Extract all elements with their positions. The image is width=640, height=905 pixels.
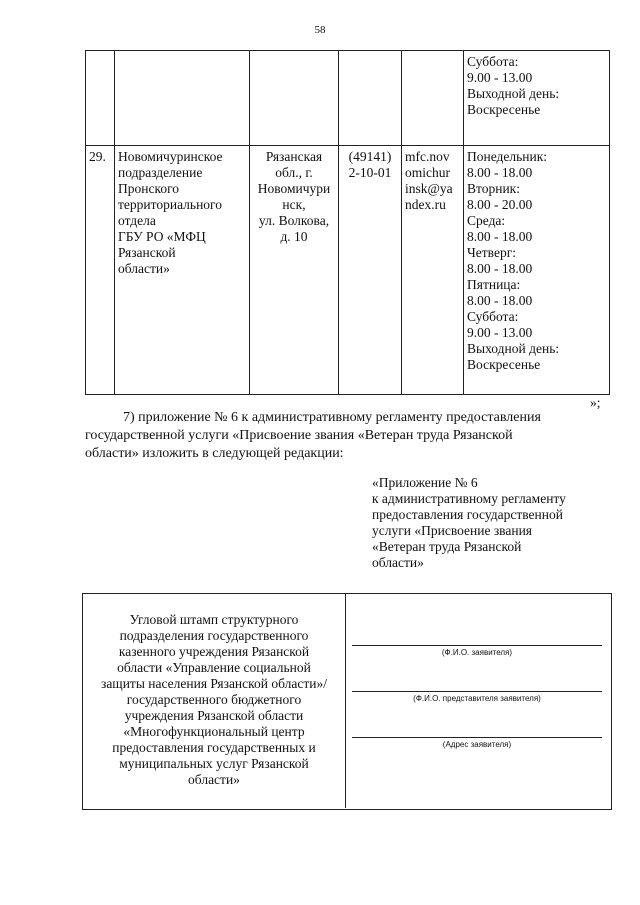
appendix-line: предоставления государственной (372, 507, 563, 522)
email-line: insk@ya (405, 181, 453, 196)
email-line: ndex.ru (405, 197, 446, 212)
table-cell-name (115, 51, 250, 146)
address-line: д. 10 (280, 229, 308, 244)
schedule-line: Четверг: (467, 245, 516, 260)
applicant-address-field[interactable]: (Адрес заявителя) (352, 737, 602, 749)
name-line: отдела (118, 213, 156, 228)
stamp-line: муниципальных услуг Рязанской (119, 756, 309, 771)
paragraph-line (85, 409, 610, 427)
address-line: Новомичури (257, 181, 331, 196)
representative-name-field[interactable]: (Ф.И.О. представителя заявителя) (352, 691, 602, 703)
table-cell-num: 29. (86, 146, 115, 395)
corner-stamp (88, 612, 340, 788)
stamp-line: защиты населения Рязанской области»/ (100, 676, 327, 691)
page-number: 58 (314, 24, 326, 36)
closing-quote: »; (590, 395, 601, 410)
table-cell-email (402, 146, 464, 395)
mfc-table (85, 50, 610, 395)
name-line: Новомичуринское (118, 149, 223, 164)
stamp-line: области «Управление социальной (117, 660, 311, 675)
name-line: ГБУ РО «МФЦ (118, 229, 206, 244)
name-line: территориального (118, 197, 222, 212)
email-line: omichur (405, 165, 450, 180)
schedule-line: Пятница: (467, 277, 521, 292)
schedule-line: Выходной день: (467, 341, 560, 356)
table-cell-phone (339, 146, 402, 395)
schedule-line: 8.00 - 20.00 (467, 197, 533, 212)
address-line: нск, (282, 197, 306, 212)
stamp-line: учреждения Рязанской области (124, 708, 304, 723)
table-cell-email (402, 51, 464, 146)
phone-line: 2-10-01 (348, 165, 392, 180)
appendix-line: «Приложение № 6 (372, 475, 478, 490)
schedule-line: Вторник: (467, 181, 520, 196)
stamp-line: области» (188, 772, 240, 787)
paragraph-line: государственной услуги «Присвоение звания «Ветеран труда Рязанской (85, 428, 513, 443)
appendix-line: области» (372, 555, 424, 570)
schedule-line: 9.00 - 13.00 (467, 325, 533, 340)
stamp-line: казенного учреждения Рязанской (118, 644, 310, 659)
stamp-line: «Многофункциональный центр (123, 724, 305, 739)
schedule-line: Выходной день: (467, 86, 560, 101)
paragraph-text: 7) приложение № 6 к административному регламенту предоставления (123, 410, 541, 425)
schedule-line: 8.00 - 18.00 (467, 165, 533, 180)
schedule-line: Суббота: (467, 54, 519, 69)
table-cell-phone (339, 51, 402, 146)
address-line: обл., г. (275, 165, 313, 180)
table-cell-address (250, 146, 339, 395)
table-cell-name (115, 146, 250, 395)
amendment-paragraph (85, 409, 610, 463)
schedule-line: Среда: (467, 213, 506, 228)
table-row (86, 146, 610, 395)
schedule-line: 9.00 - 13.00 (467, 70, 533, 85)
name-line: подразделение (118, 165, 203, 180)
stamp-line: предоставления государственных и (112, 740, 316, 755)
schedule-line: 8.00 - 18.00 (467, 293, 533, 308)
address-line: Рязанская (265, 149, 323, 164)
form-divider (345, 593, 346, 808)
address-line: ул. Волкова, (258, 213, 330, 228)
schedule-line: 8.00 - 18.00 (467, 229, 533, 244)
schedule-line: 8.00 - 18.00 (467, 261, 533, 276)
appendix-line: «Ветеран труда Рязанской (372, 539, 522, 554)
name-line: Рязанской (118, 245, 176, 260)
stamp-line: Угловой штамп структурного (129, 612, 299, 627)
appendix-line: к административному регламенту (372, 491, 566, 506)
stamp-line: подразделения государственного (119, 628, 309, 643)
stamp-line: государственного бюджетного (126, 692, 302, 707)
schedule-line: Воскресенье (467, 357, 541, 372)
appendix-line: услуги «Присвоение звания (372, 523, 533, 538)
schedule-line: Суббота: (467, 309, 519, 324)
name-line: Пронского (118, 181, 180, 196)
table-cell-num (86, 51, 115, 146)
appendix-header (372, 475, 612, 571)
applicant-name-field[interactable]: (Ф.И.О. заявителя) (352, 645, 602, 657)
table-cell-address (250, 51, 339, 146)
table-cell-schedule (464, 146, 610, 395)
paragraph-line: области» изложить в следующей редакции: (85, 446, 344, 461)
table-cell-schedule (464, 51, 610, 146)
name-line: области» (118, 261, 170, 276)
table-row (86, 51, 610, 146)
schedule-line: Понедельник: (467, 149, 548, 164)
phone-line: (49141) (348, 149, 392, 164)
schedule-line: Воскресенье (467, 102, 541, 117)
email-line: mfc.nov (405, 149, 450, 164)
